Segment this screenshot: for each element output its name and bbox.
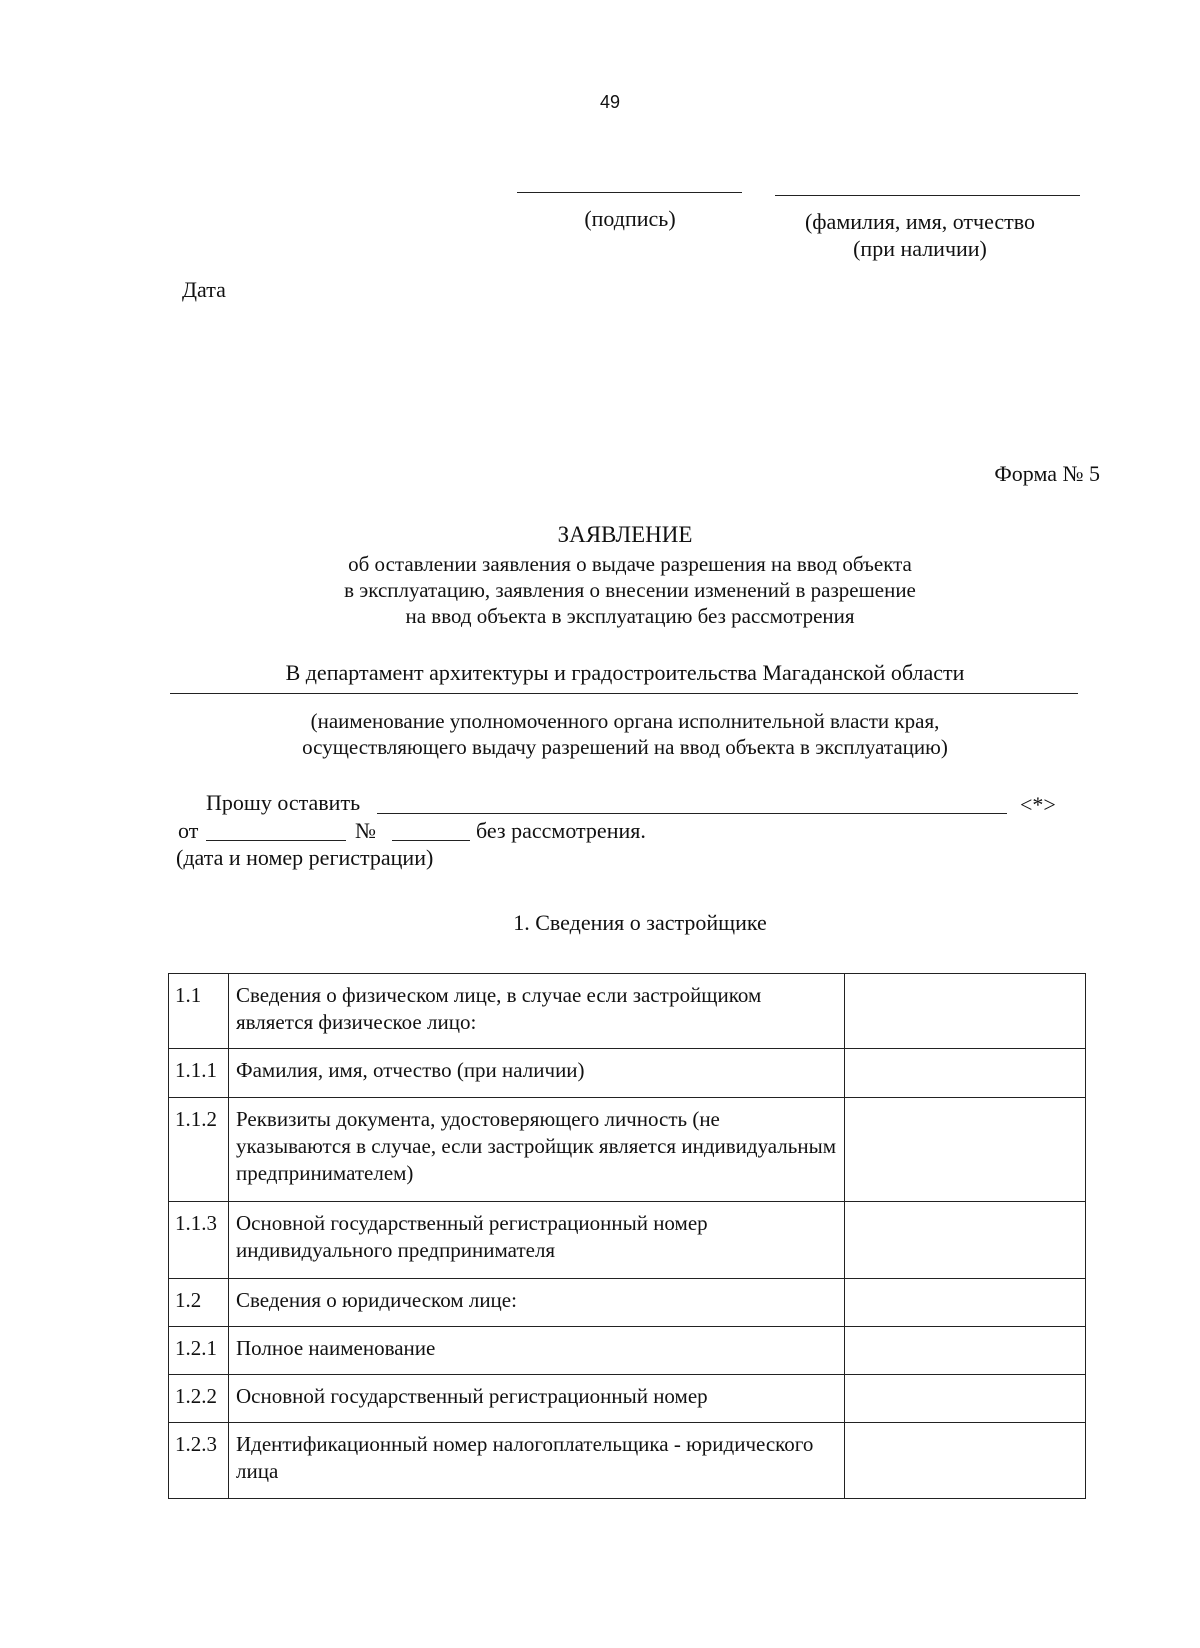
footnote-mark: <*> — [1020, 792, 1056, 817]
developer-info-table — [168, 973, 1086, 1499]
row-label: Основной государственный регистрационный номер индивидуального предпринимателя — [229, 1202, 845, 1279]
row-label: Сведения о физическом лице, в случае если застройщиком является физическое лицо: — [229, 974, 845, 1049]
row-number: 1.2 — [169, 1279, 229, 1327]
form-number: Форма № 5 — [994, 461, 1100, 486]
addressee-caption-line2: осуществляющего выдачу разрешений на ввод объекта в эксплуатацию) — [302, 735, 948, 759]
request-object-line — [377, 813, 1007, 814]
row-number: 1.2.1 — [169, 1327, 229, 1375]
date-blank-line — [206, 840, 346, 841]
table-row — [169, 1327, 1086, 1375]
name-line — [775, 195, 1080, 196]
row-label: Полное наименование — [229, 1327, 845, 1375]
row-number: 1.1.3 — [169, 1202, 229, 1279]
table-row — [169, 1375, 1086, 1423]
row-label: Идентификационный номер налогоплательщика - юридического лица — [229, 1423, 845, 1499]
from-label: от — [178, 818, 199, 843]
table-row — [169, 1049, 1086, 1098]
row-value[interactable] — [845, 1202, 1086, 1279]
row-number: 1.1.2 — [169, 1098, 229, 1202]
addressee-text: В департамент архитектуры и градостроительства Магаданской области — [285, 660, 965, 685]
signature-caption: (подпись) — [584, 206, 676, 231]
title-line-3: на ввод объекта в эксплуатацию без рассмотрения — [405, 604, 855, 628]
addressee-line — [170, 693, 1078, 694]
signature-line — [517, 192, 742, 193]
row-value[interactable] — [845, 1375, 1086, 1423]
number-blank-line — [392, 840, 470, 841]
table-row — [169, 974, 1086, 1049]
table-row — [169, 1098, 1086, 1202]
document-title: ЗАЯВЛЕНИЕ — [557, 522, 693, 547]
number-label: № — [355, 818, 376, 843]
table-row — [169, 1423, 1086, 1499]
page-number: 49 — [599, 92, 621, 112]
registration-caption: (дата и номер регистрации) — [176, 845, 434, 870]
table-row — [169, 1279, 1086, 1327]
name-caption-line1: (фамилия, имя, отчество — [804, 209, 1036, 234]
row-value[interactable] — [845, 1423, 1086, 1499]
name-caption-line2: (при наличии) — [853, 236, 987, 261]
title-line-1: об оставлении заявления о выдаче разрешения на ввод объекта — [348, 552, 912, 576]
row-value[interactable] — [845, 1049, 1086, 1098]
row-number: 1.1.1 — [169, 1049, 229, 1098]
addressee-caption-line1: (наименование уполномоченного органа исполнительной власти края, — [310, 709, 940, 733]
row-number: 1.1 — [169, 974, 229, 1049]
row-value[interactable] — [845, 1098, 1086, 1202]
row-number: 1.2.3 — [169, 1423, 229, 1499]
row-label: Основной государственный регистрационный номер — [229, 1375, 845, 1423]
row-label: Сведения о юридическом лице: — [229, 1279, 845, 1327]
request-suffix: без рассмотрения. — [476, 818, 646, 843]
row-label: Реквизиты документа, удостоверяющего личность (не указываются в случае, если застройщик является индивидуальным предпринимателем) — [229, 1098, 845, 1202]
table-row — [169, 1202, 1086, 1279]
date-label: Дата — [182, 277, 226, 302]
row-value[interactable] — [845, 974, 1086, 1049]
section-title: 1. Сведения о застройщике — [513, 910, 767, 935]
row-label: Фамилия, имя, отчество (при наличии) — [229, 1049, 845, 1098]
request-prefix: Прошу оставить — [206, 790, 361, 815]
row-number: 1.2.2 — [169, 1375, 229, 1423]
row-value[interactable] — [845, 1327, 1086, 1375]
title-line-2: в эксплуатацию, заявления о внесении изменений в разрешение — [344, 578, 916, 602]
row-value[interactable] — [845, 1279, 1086, 1327]
